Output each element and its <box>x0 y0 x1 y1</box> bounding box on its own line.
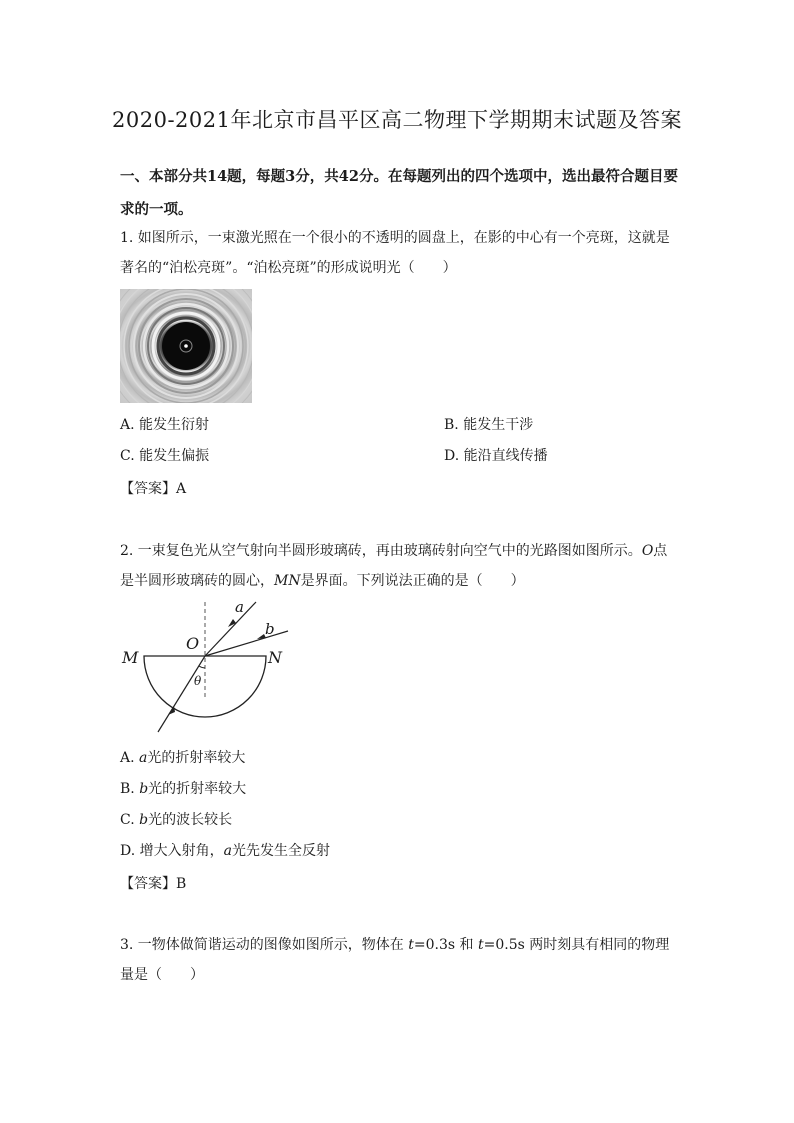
q1-answer: 【答案】A <box>120 481 187 497</box>
refraction-diagram <box>118 598 298 736</box>
label-n: N <box>268 648 282 667</box>
q1-option-c: C. 能发生偏振 <box>120 448 210 464</box>
label-m: M <box>122 648 139 667</box>
q2-stem-o: O <box>641 543 654 559</box>
q2-stem-suffix: 是界面。下列说法正确的是（ ） <box>300 573 525 589</box>
question-1-stem: 1. 如图所示，一束激光照在一个很小的不透明的圆盘上，在影的中心有一个亮斑，这就是著名的“泊松亮斑”。“泊松亮斑”的形成说明光（ ） <box>120 230 670 276</box>
q2-option-b-text: 光的折射率较大 <box>148 781 247 797</box>
question-3-stem <box>120 930 680 990</box>
q3-t2-val: =0.5s 两时刻具有相同的物理量是（ ） <box>120 937 670 983</box>
label-theta: θ <box>194 674 202 688</box>
q2-option-a-var: a <box>139 750 148 766</box>
q2-option-b <box>120 779 246 799</box>
q2-option-a-text: 光的折射率较大 <box>147 750 246 766</box>
q3-t1-val: =0.3s 和 <box>413 937 478 953</box>
q2-option-d-prefix: D. 增大入射角， <box>120 843 224 859</box>
question-2-stem <box>120 536 680 596</box>
q2-option-d <box>120 841 330 861</box>
q2-option-c-prefix: C. <box>120 812 140 828</box>
q2-option-c-text: 光的波长较长 <box>148 812 233 828</box>
section-heading: 一、本部分共14题，每题3分，共42分。在每题列出的四个选项中，选出最符合题目要求的一项。 <box>120 168 678 218</box>
q2-option-d-var: a <box>223 843 232 859</box>
q2-stem-mn: MN <box>274 573 301 589</box>
q2-option-c-var: b <box>139 812 149 828</box>
label-a: a <box>235 598 244 616</box>
q3-stem-prefix: 3. 一物体做简谐运动的图像如图所示，物体在 <box>120 937 409 953</box>
q2-option-b-var: b <box>139 781 149 797</box>
q3-t1-var: t <box>408 937 414 953</box>
label-o: O <box>186 634 200 653</box>
q2-stem-prefix: 2. 一束复色光从空气射向半圆形玻璃砖，再由玻璃砖射向空气中的光路图如图所示。 <box>120 543 642 559</box>
q1-option-b: B. 能发生干涉 <box>444 417 534 433</box>
q1-option-d: D. 能沿直线传播 <box>444 448 548 464</box>
page-title: 2020-2021年北京市昌平区高二物理下学期期末试题及答案 <box>112 108 682 132</box>
q2-option-d-text: 光先发生全反射 <box>232 843 330 859</box>
q3-t2-var: t <box>478 937 484 953</box>
q2-option-a <box>120 748 245 768</box>
q2-option-b-prefix: B. <box>120 781 140 797</box>
label-b: b <box>265 620 275 638</box>
poisson-spot-image <box>120 289 252 403</box>
q2-answer: 【答案】B <box>120 876 187 892</box>
q2-option-a-prefix: A. <box>120 750 140 766</box>
q1-option-a: A. 能发生衍射 <box>120 417 210 433</box>
q2-stem-mid: 点是半圆形玻璃砖的圆心， <box>120 543 668 589</box>
q2-option-c <box>120 810 232 830</box>
